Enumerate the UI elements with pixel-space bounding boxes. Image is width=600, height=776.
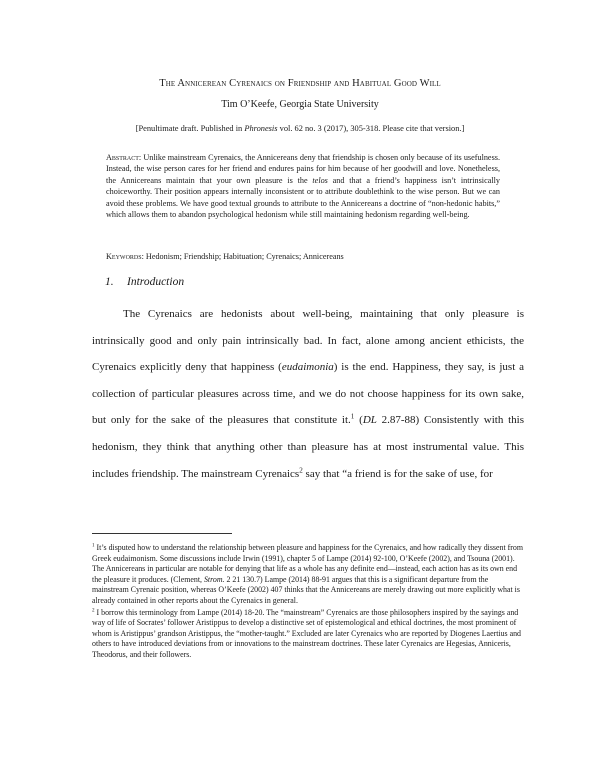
body-text — [92, 301, 524, 487]
footnote-1-mark: 1 — [92, 542, 95, 549]
keywords-label: Keywords — [106, 252, 142, 261]
draft-note-after: vol. 62 no. 3 (2017), 305-318. Please cite that version.] — [277, 124, 465, 133]
draft-note-before: [Penultimate draft. Published in — [135, 124, 245, 133]
body-s5: say that “a friend is for the sake of use, for — [302, 467, 493, 480]
body-s3: ( — [354, 414, 363, 427]
body-paragraph — [92, 301, 524, 487]
abstract-telos: telos — [312, 175, 328, 185]
keywords-text: : Hedonism; Friendship; Habituation; Cyrenaics; Annicereans — [141, 252, 344, 261]
paper-title: The Annicerean Cyrenaics on Friendship and Habitual Good Will — [159, 78, 441, 89]
abstract-text-1: : Unlike mainstream Cyrenaics, the Annicereans deny that friendship is chosen only because of its usefulness. Instead, the wise person cares for her friend and endures pains for him because of her goodwill and love. Nonetheless, the Annicereans maintain that your own pleasure is the — [106, 153, 500, 185]
body-dl: DL — [362, 414, 377, 427]
body-s2: ) is the end. Happiness, they say, is just a collection of particular pleasures across time, and we do not choose happiness for its own sake, but only for the sake of the pleasures that constitute it. — [92, 361, 524, 427]
footnote-divider — [92, 533, 232, 534]
footnote-1-strom: Strom. — [203, 574, 225, 584]
footnote-2 — [92, 608, 524, 661]
journal-name: Phronesis — [244, 124, 278, 133]
author-line: Tim O’Keefe, Georgia State University — [221, 99, 379, 110]
footnote-1 — [92, 543, 524, 607]
keywords — [106, 252, 500, 261]
abstract-text-2: and that a friend’s happiness isn’t intrinsically choiceworthy. Their position appears internally inconsistent or to attribute doublethink to the wise person. But we can avoid these problems. We have good textual grounds to attribute to the Annicereans a doctrine of “non-hedonic habits,” which allows them to abandon psychological hedonism while still maintaining hedonism regarding well-being. — [106, 175, 500, 220]
abstract-label: Abstract — [106, 153, 139, 162]
footnote-2-text: I borrow this terminology from Lampe (2014) 18-20. The “mainstream” Cyrenaics are those philosophers inspired by the sayings and way of life of Socrates’ follower Aristippus to develop a distinctive set of epistemological and ethical doctrines, the most prominent of whom is Aristippus’ grandson Aristippus, the “mother-taught.” Excluded are later Cyrenaics who are reported by Diogenes Laertius and others to have introduced deviations from or innovations to the mainstream doctrines. These later Cyrenaics are Hegesias, Anniceris, Theodorus, and their followers. — [92, 607, 521, 659]
footnote-1-text-a: It’s disputed how to understand the relationship between pleasure and happiness for the Cyrenaics, and how radically they dissent from Greek eudaimonism. Some discussions include Irwin (1991), chapter 5 of Lampe (2014) 92-100, O’Keefe (2002), and Tsouna (2001). The Annicereans in particular are notable for denying that life as a whole has any definite end—instead, each action has as its own end the pleasure it produces. (Clement, — [92, 543, 523, 584]
section-title: Introduction — [127, 276, 185, 288]
footnote-ref-1[interactable]: 1 — [350, 412, 355, 421]
footnote-ref-2[interactable]: 2 — [299, 465, 303, 474]
footnote-2-mark: 2 — [92, 606, 95, 613]
footnote-1-text-b: 2 21 130.7) Lampe (2014) 88-91 argues that this is a significant departure from the mainstream Cyrenaic position, whereas O’Keefe (2002) 407 thinks that the Annicereans are merely drawing out more explicitly what is already contained in other reports about the Cyrenaics in general. — [92, 574, 520, 605]
draft-note — [0, 124, 600, 133]
body-s1: The Cyrenaics are hedonists about well-being, maintaining that only pleasure is intrinsically good and only pain intrinsically bad. In fact, alone among ancient ethicists, the Cyrenaics explicitly deny that happiness ( — [92, 308, 524, 374]
section-number: 1. — [105, 276, 114, 288]
body-s4: 2.87-88) Consistently with this hedonism, they think that anything other than pleasure has at most instrumental value. This includes friendship. The mainstream Cyrenaics — [92, 414, 524, 480]
body-eudaimonia: eudaimonia — [281, 361, 334, 374]
abstract — [106, 152, 500, 220]
section-heading — [105, 276, 184, 288]
footnotes — [92, 543, 524, 662]
